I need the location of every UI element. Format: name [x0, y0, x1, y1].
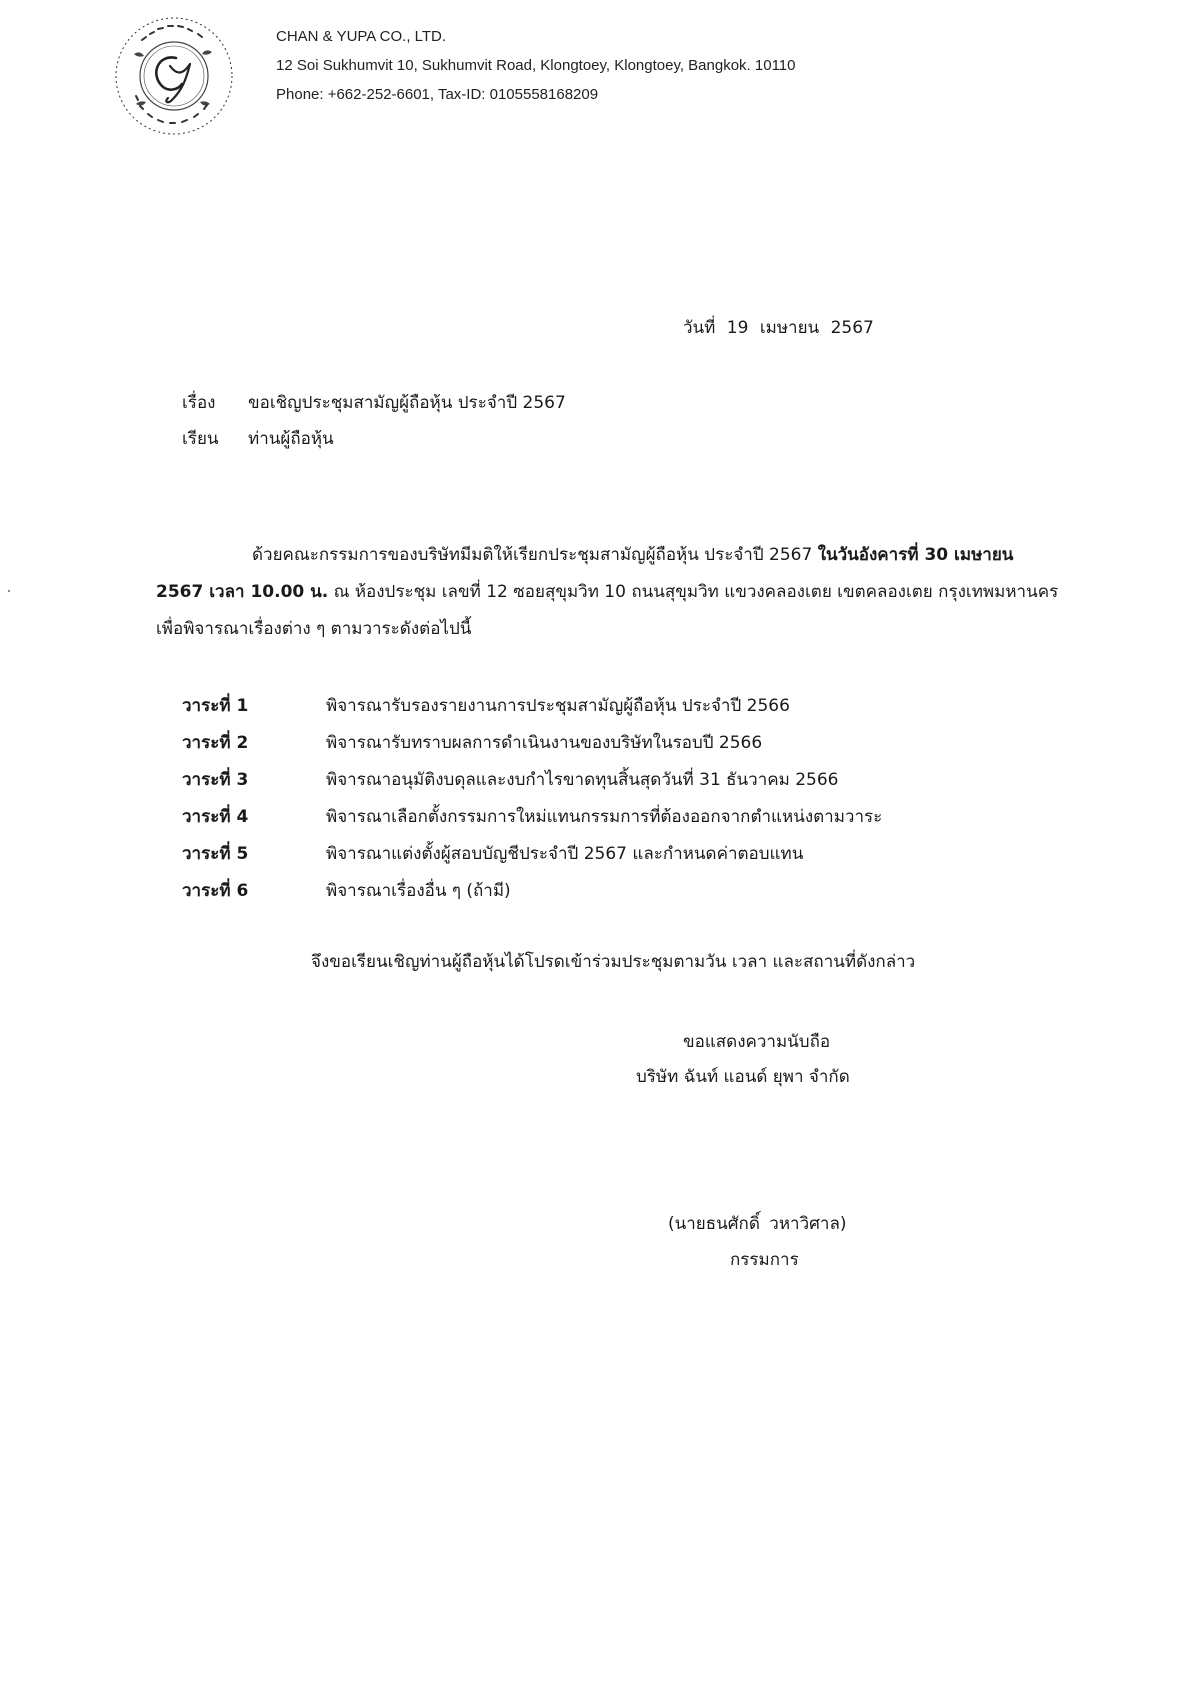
agenda-item	[182, 688, 882, 725]
intro-line-1	[156, 537, 1086, 574]
subject-label: เรื่อง	[182, 393, 216, 413]
agenda-text: พิจารณารับรองรายงานการประชุมสามัญผู้ถือหุ้น ประจำปี 2566	[326, 696, 790, 716]
meeting-time-bold: 2567 เวลา 10.00 น.	[156, 582, 329, 602]
recipient-value: ท่านผู้ถือหุ้น	[248, 429, 334, 449]
company-name: CHAN & YUPA CO., LTD.	[276, 28, 447, 45]
subject-value: ขอเชิญประชุมสามัญผู้ถือหุ้น ประจำปี 2567	[248, 393, 566, 413]
company-thai-name: บริษัท ฉันท์ แอนด์ ยุพา จำกัด	[636, 1067, 850, 1087]
agenda-list	[182, 688, 882, 910]
meeting-date-bold: ในวันอังคารที่ 30 เมษายน	[817, 545, 1014, 565]
letterhead	[276, 22, 796, 109]
signer-title: กรรมการ	[730, 1250, 799, 1270]
intro-line-2	[156, 574, 1086, 611]
subject-line	[182, 389, 566, 416]
intro-paragraph	[156, 537, 1086, 648]
agenda-number: วาระที่ 6	[182, 881, 249, 901]
regards-line: ขอแสดงความนับถือ	[683, 1032, 831, 1052]
agenda-item	[182, 873, 882, 910]
company-address: 12 Soi Sukhumvit 10, Sukhumvit Road, Klongtoey, Klongtoey, Bangkok. 10110	[276, 57, 796, 74]
agenda-text: พิจารณาแต่งตั้งผู้สอบบัญชีประจำปี 2567 และกำหนดค่าตอบแทน	[326, 844, 804, 864]
agenda-item	[182, 762, 882, 799]
letter-date: วันที่ 19 เมษายน 2567	[683, 318, 874, 338]
scan-speck	[8, 590, 10, 592]
signer-name: (นายธนศักดิ์ วหาวิศาล)	[668, 1214, 847, 1234]
meeting-venue: ณ ห้องประชุม เลขที่ 12 ซอยสุขุมวิท 10 ถนนสุขุมวิท แขวงคลองเตย เขตคลองเตย กรุงเทพมหานคร	[328, 582, 1059, 602]
company-seal-logo	[112, 14, 236, 138]
agenda-number: วาระที่ 4	[182, 807, 249, 827]
agenda-item	[182, 725, 882, 762]
agenda-text: พิจารณาเลือกตั้งกรรมการใหม่แทนกรรมการที่ต้องออกจากตำแหน่งตามวาระ	[326, 807, 883, 827]
agenda-text: พิจารณารับทราบผลการดำเนินงานของบริษัทในรอบปี 2566	[326, 733, 763, 753]
intro-line-1-text: ด้วยคณะกรรมการของบริษัทมีมติให้เรียกประชุมสามัญผู้ถือหุ้น ประจำปี 2567	[252, 545, 818, 565]
recipient-label: เรียน	[182, 429, 219, 449]
agenda-number: วาระที่ 2	[182, 733, 249, 753]
agenda-number: วาระที่ 5	[182, 844, 249, 864]
agenda-text: พิจารณาอนุมัติงบดุลและงบกำไรขาดทุนสิ้นสุดวันที่ 31 ธันวาคม 2566	[326, 770, 839, 790]
intro-line-3: เพื่อพิจารณาเรื่องต่าง ๆ ตามวาระดังต่อไปนี้	[156, 619, 472, 639]
closing-paragraph: จึงขอเรียนเชิญท่านผู้ถือหุ้นได้โปรดเข้าร่วมประชุมตามวัน เวลา และสถานที่ดังกล่าว	[311, 952, 916, 972]
agenda-number: วาระที่ 3	[182, 770, 249, 790]
agenda-item	[182, 799, 882, 836]
recipient-line	[182, 425, 334, 452]
agenda-item	[182, 836, 882, 873]
agenda-number: วาระที่ 1	[182, 696, 249, 716]
company-contact: Phone: +662-252-6601, Tax-ID: 0105558168209	[276, 86, 599, 103]
agenda-text: พิจารณาเรื่องอื่น ๆ (ถ้ามี)	[326, 881, 511, 901]
